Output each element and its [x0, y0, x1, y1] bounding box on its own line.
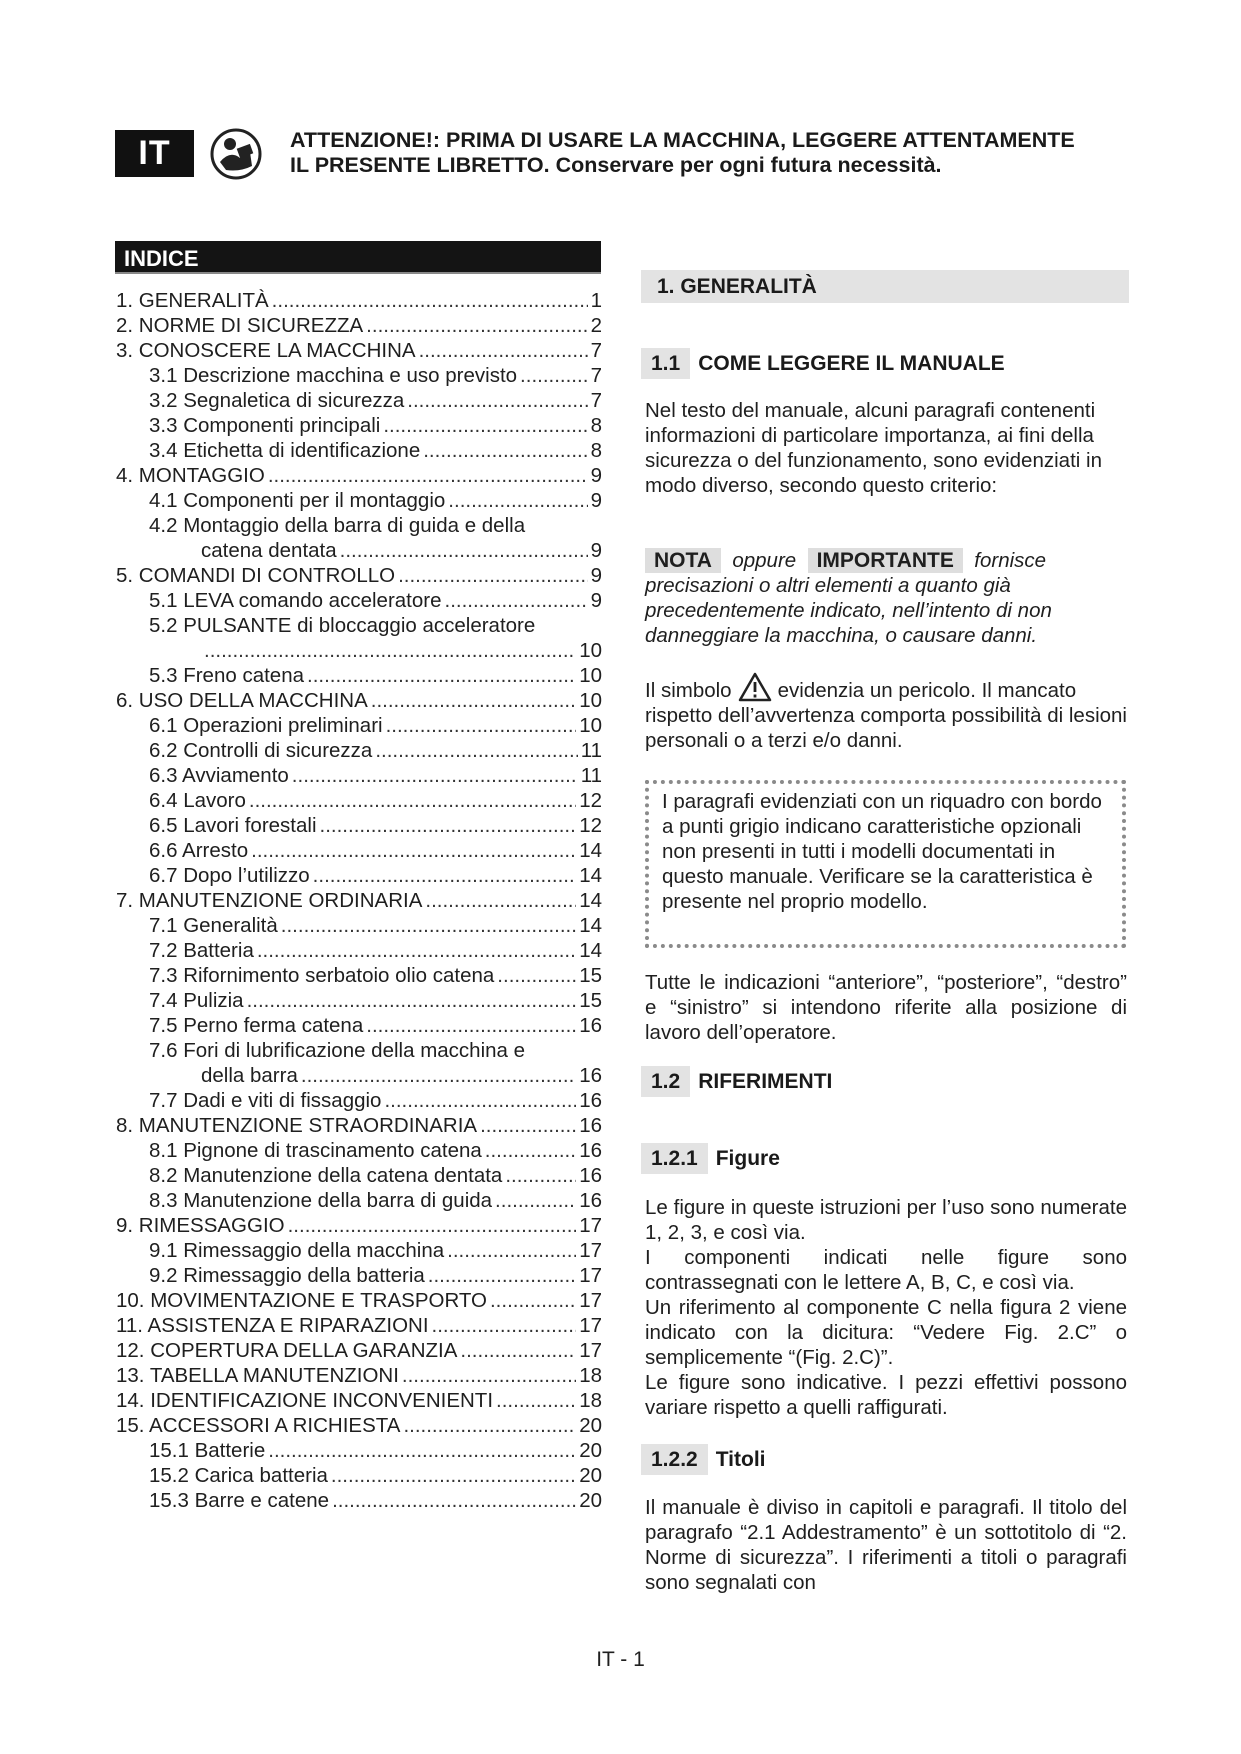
toc-entry-page: 14: [579, 839, 602, 862]
subsection-number: 1.2.2: [641, 1444, 708, 1475]
toc-entry: [116, 1063, 602, 1088]
toc-leader-dots: [257, 938, 576, 963]
toc-entry: [116, 488, 602, 513]
toc-leader-dots: [332, 1488, 576, 1513]
toc-leader-dots: [331, 1463, 576, 1488]
toc-entry-title: 6.3 Avviamento: [149, 764, 289, 787]
toc-entry-page: 10: [579, 689, 602, 712]
toc-entry-page: 14: [579, 914, 602, 937]
toc-entry-title: 15. ACCESSORI A RICHIESTA: [116, 1414, 401, 1437]
warning-line-2: IL PRESENTE LIBRETTO. Conservare per ogni futura necessità.: [290, 153, 942, 177]
toc-entry-title: 15.3 Barre e catene: [149, 1489, 330, 1512]
toc-leader-dots: [272, 288, 588, 313]
toc-entry-page: 9: [590, 489, 602, 512]
toc-entry-page: 17: [579, 1314, 602, 1337]
toc-entry-title: 14. IDENTIFICAZIONE INCONVENIENTI: [116, 1389, 494, 1412]
toc-entry: [116, 363, 602, 388]
importante-tag: IMPORTANTE: [808, 548, 963, 573]
toc-leader-dots: [268, 463, 588, 488]
toc-leader-dots: [386, 713, 577, 738]
toc-leader-dots: [288, 1213, 577, 1238]
toc-entry-page: 17: [579, 1239, 602, 1262]
toc-entry: [116, 863, 602, 888]
toc-entry: [116, 713, 602, 738]
toc-entry: [116, 788, 602, 813]
subsection-title: COME LEGGERE IL MANUALE: [698, 351, 1005, 375]
toc-entry: [116, 1188, 602, 1213]
toc-entry-title: 8. MANUTENZIONE STRAORDINARIA: [116, 1114, 478, 1137]
toc-entry: [116, 1213, 602, 1238]
toc-leader-dots: [496, 1388, 576, 1413]
paragraph: Nel testo del manuale, alcuni paragrafi contenenti informazioni di particolare importanza, ai fini della sicurezza o del funzionamento, sono evidenziati in modo diverso, secondo questo criterio:: [645, 399, 1102, 497]
toc-entry-page: 16: [579, 1014, 602, 1037]
toc-entry-title: 5.1 LEVA comando acceleratore: [149, 589, 442, 612]
toc-entry-page: 20: [579, 1414, 602, 1437]
toc-entry-page: 8: [590, 439, 602, 462]
nota-tag: NOTA: [645, 548, 721, 573]
toc-leader-dots: [460, 1338, 576, 1363]
toc-entry: [116, 1263, 602, 1288]
toc-leader-dots: [383, 413, 587, 438]
toc-entry-title: 12. COPERTURA DELLA GARANZIA: [116, 1339, 458, 1362]
toc-entry-page: 20: [579, 1439, 602, 1462]
toc-entry: [116, 1113, 602, 1138]
toc-entry: [116, 1088, 602, 1113]
toc-entry-title: 7.7 Dadi e viti di fissaggio: [149, 1089, 382, 1112]
subsection-title: Figure: [715, 1146, 780, 1170]
toc-entry-title: 4.1 Componenti per il montaggio: [149, 489, 446, 512]
toc-entry-page: 20: [579, 1489, 602, 1512]
toc-entry-title: 15.2 Carica batteria: [149, 1464, 328, 1487]
figures-paragraph: [645, 1195, 1127, 1420]
toc-entry-page: 7: [590, 364, 602, 387]
toc-entry-title: 1. GENERALITÀ: [116, 289, 269, 312]
toc-leader-dots: [480, 1113, 576, 1138]
toc-entry-page: 10: [579, 639, 602, 662]
toc-entry-title: 7.5 Perno ferma catena: [149, 1014, 364, 1037]
toc-entry-title: 3.3 Componenti principali: [149, 414, 381, 437]
toc-entry-page: 16: [579, 1089, 602, 1112]
toc-entry: [116, 1163, 602, 1188]
toc-entry: [116, 1388, 602, 1413]
toc-entry: [116, 738, 602, 763]
subsection-heading: [641, 1444, 766, 1475]
toc-entry-page: 16: [579, 1164, 602, 1187]
subsection-title: RIFERIMENTI: [698, 1069, 833, 1093]
toc-entry-title: 9. RIMESSAGGIO: [116, 1214, 285, 1237]
toc-entry-title: 11. ASSISTENZA E RIPARAZIONI: [116, 1314, 429, 1337]
toc-leader-dots: [340, 538, 588, 563]
toc-leader-dots: [403, 1413, 576, 1438]
toc-entry-title: 4. MONTAGGIO: [116, 464, 265, 487]
toc-entry-title: 10. MOVIMENTAZIONE E TRASPORTO: [116, 1289, 487, 1312]
toc-entry-page: 17: [579, 1214, 602, 1237]
toc-entry: [116, 1488, 602, 1513]
danger-paragraph: [645, 672, 1127, 753]
danger-text-a: Il simbolo: [645, 679, 732, 702]
toc-entry: [116, 338, 602, 363]
subsection-heading: [641, 348, 1005, 379]
toc-entry: [116, 438, 602, 463]
toc-entry-page: 16: [579, 1114, 602, 1137]
toc-entry-title: della barra: [201, 1064, 298, 1087]
warning-line-1: ATTENZIONE!: PRIMA DI USARE LA MACCHINA, LEGGERE ATTENTAMENTE: [290, 128, 1075, 152]
toc-entry-page: 14: [579, 864, 602, 887]
toc-entry: [116, 1038, 602, 1063]
toc-entry: [116, 1363, 602, 1388]
toc-entry: [116, 463, 602, 488]
toc-entry-page: 7: [590, 339, 602, 362]
toc-entry: [116, 1313, 602, 1338]
figures-line: Le figure sono indicative. I pezzi effettivi possono variare rispetto a quelli raffigurati.: [645, 1371, 1127, 1419]
toc-entry-title: catena dentata: [201, 539, 337, 562]
toc-leader-dots: [432, 1313, 577, 1338]
index-title: INDICE: [115, 241, 601, 274]
toc-leader-dots: [281, 913, 576, 938]
toc-entry: [116, 663, 602, 688]
section-heading: 1. GENERALITÀ: [641, 270, 1129, 303]
toc-leader-dots: [520, 363, 588, 388]
toc-entry-title: 7. MANUTENZIONE ORDINARIA: [116, 889, 423, 912]
toc-entry: [116, 388, 602, 413]
toc-entry: [116, 513, 602, 538]
toc-leader-dots: [247, 988, 577, 1013]
toc-entry-page: 9: [590, 589, 602, 612]
toc-entry-page: 12: [579, 789, 602, 812]
toc-entry: [116, 1413, 602, 1438]
toc-entry-page: 9: [590, 564, 602, 587]
toc-entry-title: 5.3 Freno catena: [149, 664, 304, 687]
toc-leader-dots: [419, 338, 588, 363]
toc-entry-title: 13. TABELLA MANUTENZIONI: [116, 1364, 399, 1387]
toc-entry: [116, 1138, 602, 1163]
toc-leader-dots: [366, 1013, 576, 1038]
toc-entry-title: 15.1 Batterie: [149, 1439, 266, 1462]
toc-entry-title: 3. CONOSCERE LA MACCHINA: [116, 339, 416, 362]
toc-leader-dots: [505, 1163, 576, 1188]
toc-entry-title: 9.1 Rimessaggio della macchina: [149, 1239, 445, 1262]
toc-entry: [116, 638, 602, 663]
toc-leader-dots: [268, 1438, 576, 1463]
toc-entry: [116, 613, 602, 638]
toc-entry-page: 10: [579, 664, 602, 687]
toc-leader-dots: [495, 1188, 576, 1213]
toc-entry-title: 6.4 Lavoro: [149, 789, 246, 812]
toc-leader-dots: [384, 1088, 576, 1113]
figures-line: Un riferimento al componente C nella figura 2 viene indicato con la dicitura: “Vedere Fig. 2.C” o semplicemente “(Fig. 2.C)”.: [645, 1296, 1127, 1369]
subsection-heading: [641, 1143, 780, 1174]
toc-entry: [116, 1238, 602, 1263]
toc-entry-title: 6.5 Lavori forestali: [149, 814, 317, 837]
toc-entry-page: 18: [579, 1389, 602, 1412]
toc-entry-page: 14: [579, 889, 602, 912]
table-of-contents: [116, 288, 602, 1513]
toc-entry-title: 5.2 PULSANTE di bloccaggio acceleratore: [149, 614, 536, 637]
toc-entry: [116, 763, 602, 788]
warning-heading: [290, 128, 1140, 178]
toc-entry: [116, 563, 602, 588]
toc-entry-title: 5. COMANDI DI CONTROLLO: [116, 564, 396, 587]
figures-line: I componenti indicati nelle figure sono contrassegnati con le lettere A, B, C, e così via.: [645, 1246, 1127, 1294]
toc-entry-title: 3.2 Segnaletica di sicurezza: [149, 389, 405, 412]
note-text: fornisce precisazioni o altri elementi a quanto già precedentemente indicato, nell’intento di non danneggiare la macchina, o causare danni.: [645, 549, 1052, 647]
toc-entry: [116, 838, 602, 863]
toc-leader-dots: [497, 963, 576, 988]
toc-entry-title: 7.2 Batteria: [149, 939, 254, 962]
toc-entry-title: 6.7 Dopo l’utilizzo: [149, 864, 310, 887]
toc-entry: [116, 1013, 602, 1038]
toc-entry-title: 7.3 Rifornimento serbatoio olio catena: [149, 964, 495, 987]
toc-entry-page: 9: [590, 539, 602, 562]
toc-leader-dots: [447, 1238, 576, 1263]
toc-entry: [116, 1338, 602, 1363]
toc-entry-page: 18: [579, 1364, 602, 1387]
optional-features-text: I paragrafi evidenziati con un riquadro con bordo a punti grigio indicano caratteristiche opzionali non presenti in tutti i modelli documentati in questo manuale. Verificare se la caratteristica è presente nel proprio modello.: [662, 790, 1102, 913]
toc-entry-title: 6. USO DELLA MACCHINA: [116, 689, 368, 712]
toc-entry: [116, 688, 602, 713]
toc-leader-dots: [425, 888, 576, 913]
toc-leader-dots: [448, 488, 587, 513]
toc-entry-page: 15: [579, 964, 602, 987]
toc-entry: [116, 288, 602, 313]
toc-entry-page: 17: [579, 1339, 602, 1362]
toc-entry: [116, 963, 602, 988]
subsection-number: 1.2.1: [641, 1143, 708, 1174]
toc-leader-dots: [204, 638, 576, 663]
toc-entry: [116, 913, 602, 938]
toc-entry-page: 9: [590, 464, 602, 487]
toc-entry-page: 17: [579, 1289, 602, 1312]
toc-entry-page: 8: [590, 414, 602, 437]
toc-entry: [116, 1463, 602, 1488]
toc-leader-dots: [402, 1363, 576, 1388]
subsection-number: 1.1: [641, 348, 690, 379]
toc-entry-page: 12: [579, 814, 602, 837]
manual-reading-icon: [210, 128, 262, 180]
toc-leader-dots: [366, 313, 587, 338]
toc-entry-page: 2: [590, 314, 602, 337]
toc-entry-title: 9.2 Rimessaggio della batteria: [149, 1264, 425, 1287]
toc-leader-dots: [407, 388, 587, 413]
toc-leader-dots: [398, 563, 588, 588]
language-badge: IT: [115, 130, 194, 177]
toc-entry: [116, 313, 602, 338]
paragraph: Tutte le indicazioni “anteriore”, “posteriore”, “destro” e “sinistro” si intendono riferite alla posizione di lavoro dell’operatore.: [645, 971, 1127, 1044]
toc-entry-title: 3.1 Descrizione macchina e uso previsto: [149, 364, 518, 387]
toc-entry-page: 16: [579, 1139, 602, 1162]
toc-entry-page: 7: [590, 389, 602, 412]
toc-leader-dots: [251, 838, 576, 863]
toc-entry: [116, 988, 602, 1013]
toc-entry: [116, 938, 602, 963]
danger-text-b: evidenzia un pericolo. Il mancato rispetto dell’avvertenza comporta possibilità di lesioni personali o a terzi e/o danni.: [645, 679, 1127, 752]
toc-entry-page: 20: [579, 1464, 602, 1487]
toc-entry-title: 2. NORME DI SICUREZZA: [116, 314, 364, 337]
toc-entry-page: 14: [579, 939, 602, 962]
toc-entry: [116, 1438, 602, 1463]
toc-entry: [116, 413, 602, 438]
toc-entry-page: 16: [579, 1064, 602, 1087]
toc-entry: [116, 813, 602, 838]
toc-entry-title: 8.2 Manutenzione della catena dentata: [149, 1164, 503, 1187]
toc-entry-title: 6.2 Controlli di sicurezza: [149, 739, 373, 762]
subsection-number: 1.2: [641, 1066, 690, 1097]
toc-entry: [116, 588, 602, 613]
toc-entry-title: 8.3 Manutenzione della barra di guida: [149, 1189, 493, 1212]
subsection-title: Titoli: [715, 1447, 766, 1471]
toc-leader-dots: [445, 588, 588, 613]
toc-leader-dots: [428, 1263, 576, 1288]
toc-entry-title: 8.1 Pignone di trascinamento catena: [149, 1139, 482, 1162]
oppure-text: oppure: [732, 549, 797, 572]
figures-line: Le figure in queste istruzioni per l’uso sono numerate 1, 2, 3, e così via.: [645, 1196, 1127, 1244]
toc-entry-title: 6.6 Arresto: [149, 839, 249, 862]
toc-leader-dots: [423, 438, 587, 463]
toc-entry: [116, 888, 602, 913]
toc-entry-page: 10: [579, 714, 602, 737]
toc-leader-dots: [371, 688, 576, 713]
toc-entry-page: 1: [590, 289, 602, 312]
toc-leader-dots: [307, 663, 576, 688]
paragraph: Il manuale è diviso in capitoli e paragrafi. Il titolo del paragrafo “2.1 Addestramento” è un sottotitolo di “2. Norme di sicurezza”. I riferimenti a titoli o paragrafi sono segnalati con: [645, 1496, 1127, 1594]
subsection-heading: [641, 1066, 832, 1097]
toc-entry: [116, 1288, 602, 1313]
toc-leader-dots: [313, 863, 577, 888]
toc-entry-title: 4.2 Montaggio della barra di guida e della: [149, 514, 526, 537]
toc-entry-page: 15: [579, 989, 602, 1012]
toc-leader-dots: [375, 738, 577, 763]
toc-leader-dots: [320, 813, 577, 838]
toc-leader-dots: [485, 1138, 576, 1163]
toc-leader-dots: [490, 1288, 576, 1313]
toc-entry-title: 6.1 Operazioni preliminari: [149, 714, 383, 737]
toc-leader-dots: [292, 763, 578, 788]
toc-leader-dots: [249, 788, 576, 813]
toc-entry-page: 17: [579, 1264, 602, 1287]
toc-entry: [116, 538, 602, 563]
toc-entry-page: 11: [580, 764, 602, 787]
toc-entry-title: 7.1 Generalità: [149, 914, 278, 937]
toc-entry-page: 16: [579, 1189, 602, 1212]
note-paragraph: [645, 548, 1127, 648]
toc-entry-title: 3.4 Etichetta di identificazione: [149, 439, 421, 462]
page-number: IT - 1: [596, 1648, 645, 1671]
toc-entry-page: 11: [580, 739, 602, 762]
toc-entry-title: 7.4 Pulizia: [149, 989, 244, 1012]
toc-entry-title: 7.6 Fori di lubrificazione della macchina e: [149, 1039, 526, 1062]
toc-leader-dots: [301, 1063, 576, 1088]
warning-triangle-icon: [738, 672, 772, 702]
